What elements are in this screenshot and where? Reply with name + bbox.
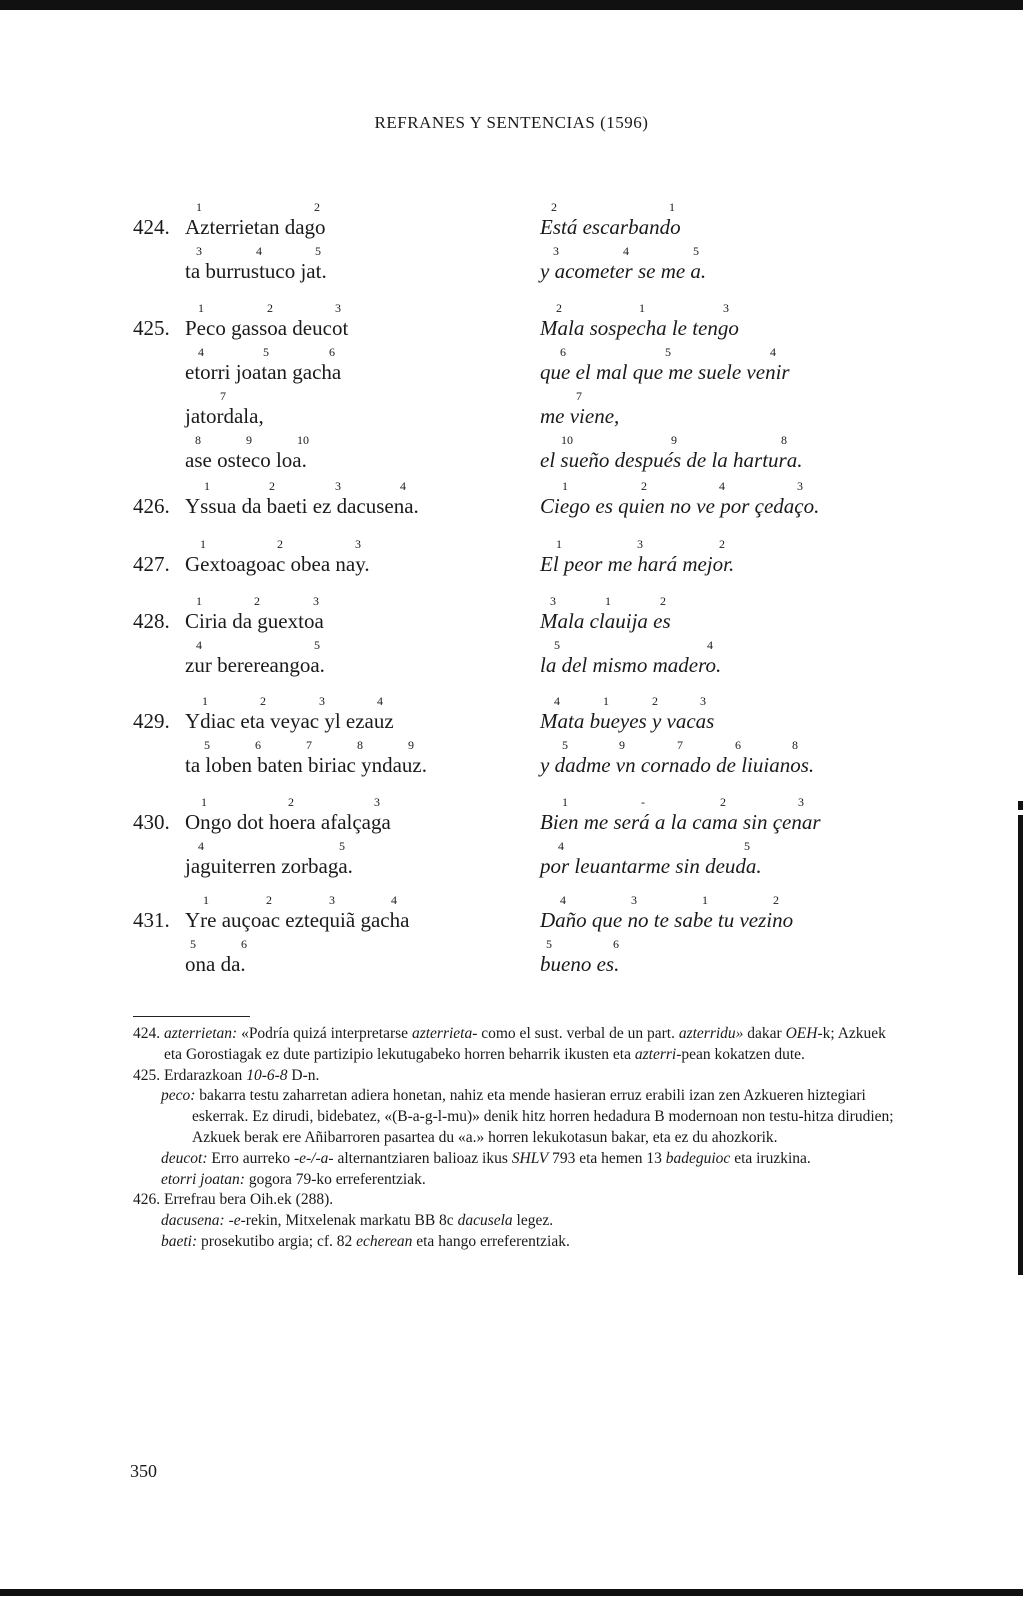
spanish-text: y acometer se me a.	[540, 259, 707, 283]
word-order-index: 4	[770, 345, 776, 359]
word-order-index: 7	[576, 389, 582, 403]
entry-number: 427.	[133, 552, 170, 576]
spanish-line	[540, 839, 762, 879]
word-order-index: 6	[241, 937, 247, 951]
basque-text: ta loben baten biriac yndauz.	[185, 753, 427, 777]
word-order-index: 10	[561, 433, 573, 447]
word-order-index: 1	[702, 893, 708, 907]
word-order-index: 2	[260, 694, 266, 708]
word-order-index: 2	[269, 479, 275, 493]
word-order-index: 4	[558, 839, 564, 853]
word-order-index: -	[641, 795, 645, 809]
word-order-index: 3	[319, 694, 325, 708]
footnote-425: 425. Erdarazkoan 10-6-8 D-n.	[133, 1066, 320, 1084]
word-order-index: 10	[297, 433, 309, 447]
footnote-baeti: baeti: prosekutibo argia; cf. 82 echerean eta hango erreferentziak.	[161, 1232, 570, 1250]
word-order-index: 3	[631, 893, 637, 907]
word-order-index: 5	[339, 839, 345, 853]
basque-line	[185, 839, 353, 879]
word-order-index: 4	[391, 893, 397, 907]
word-order-index: 1	[605, 594, 611, 608]
word-order-index: 7	[220, 389, 226, 403]
word-order-index: 7	[306, 738, 312, 752]
spanish-line	[540, 795, 821, 835]
word-order-index: 2	[641, 479, 647, 493]
entry-number: 430.	[133, 810, 170, 834]
word-order-index: 3	[637, 537, 643, 551]
basque-text: zur berereangoa.	[185, 653, 325, 677]
basque-text: Ydiac eta veyac yl ezauz	[185, 709, 394, 733]
word-order-index: 2	[652, 694, 658, 708]
word-order-index: 4	[198, 839, 204, 853]
spanish-text: y dadme vn cornado de liuianos.	[540, 753, 815, 777]
word-order-index: 5	[314, 638, 320, 652]
word-order-index: 1	[196, 594, 202, 608]
word-order-index: 6	[255, 738, 261, 752]
basque-line	[185, 893, 410, 933]
word-order-index: 8	[195, 433, 201, 447]
word-order-index: 2	[719, 537, 725, 551]
word-order-index: 3	[196, 244, 202, 258]
spanish-text: que el mal que me suele venir	[540, 360, 790, 384]
footnote-deucot: deucot: Erro aurreko -e-/-a- alternantziaren balioaz ikus SHLV 793 eta hemen 13 badeguioc eta iruzkina.	[161, 1149, 811, 1167]
spanish-text: Bien me será a la cama sin çenar	[540, 810, 821, 834]
word-order-index: 2	[551, 200, 557, 214]
word-order-index: 5	[190, 937, 196, 951]
word-order-index: 4	[560, 893, 566, 907]
word-order-index: 9	[246, 433, 252, 447]
word-order-index: 1	[562, 795, 568, 809]
footnote-424: 424. azterrietan: «Podría quizá interpretarse azterrieta- como el sust. verbal de un part. azterridu» dakar OEH-k; Azkuek eta Gorostiagak ez dute partizipio lekutugabeko horren beharrik ikusten eta azterri-pean kokatzen dute.	[133, 1025, 886, 1063]
spanish-text: Mala clauija es	[540, 609, 671, 633]
scan-edge-bar	[1018, 815, 1023, 1275]
basque-text: etorri joatan gacha	[185, 360, 342, 384]
footnotes	[133, 1024, 903, 1253]
word-order-index: 1	[202, 694, 208, 708]
spanish-line	[540, 537, 735, 577]
basque-text: jatordala,	[185, 404, 264, 428]
word-order-index: 2	[288, 795, 294, 809]
basque-line	[185, 795, 391, 835]
word-order-index: 1	[200, 537, 206, 551]
word-order-index: 9	[619, 738, 625, 752]
basque-text: Yre auçoac eztequiã gacha	[185, 908, 410, 932]
word-order-index: 8	[792, 738, 798, 752]
word-order-index: 2	[720, 795, 726, 809]
basque-line	[185, 301, 349, 341]
word-order-index: 3	[550, 594, 556, 608]
word-order-index: 1	[203, 893, 209, 907]
word-order-index: 6	[735, 738, 741, 752]
word-order-index: 3	[723, 301, 729, 315]
word-order-index: 3	[798, 795, 804, 809]
spanish-line	[540, 345, 790, 385]
spanish-text: el sueño después de la hartura.	[540, 448, 803, 472]
spanish-line	[540, 738, 815, 778]
spanish-line	[540, 244, 707, 284]
word-order-index: 3	[335, 301, 341, 315]
word-order-index: 2	[254, 594, 260, 608]
entry-number: 425.	[133, 316, 170, 340]
page-number: 350	[130, 1461, 157, 1481]
word-order-index: 1	[204, 479, 210, 493]
spanish-line	[540, 594, 671, 634]
footnote-separator	[133, 1016, 250, 1017]
word-order-index: 9	[408, 738, 414, 752]
word-order-index: 4	[623, 244, 629, 258]
basque-line	[185, 937, 247, 977]
basque-line	[185, 594, 324, 634]
spanish-line	[540, 694, 715, 734]
word-order-index: 1	[556, 537, 562, 551]
word-order-index: 4	[400, 479, 406, 493]
top-border-thin	[0, 8, 1023, 10]
basque-text: Yssua da baeti ez dacusena.	[185, 494, 419, 518]
word-order-index: 3	[374, 795, 380, 809]
spanish-text: Mala sospecha le tengo	[540, 316, 739, 340]
word-order-index: 2	[773, 893, 779, 907]
word-order-index: 1	[201, 795, 207, 809]
word-order-index: 1	[196, 200, 202, 214]
word-order-index: 3	[797, 479, 803, 493]
basque-line	[185, 345, 342, 385]
basque-line	[185, 200, 326, 240]
basque-text: Ongo dot hoera afalçaga	[185, 810, 391, 834]
word-order-index: 6	[613, 937, 619, 951]
entry-number: 428.	[133, 609, 170, 633]
word-order-index: 8	[357, 738, 363, 752]
word-order-index: 2	[660, 594, 666, 608]
entry-number: 424.	[133, 215, 170, 239]
word-order-index: 5	[546, 937, 552, 951]
word-order-index: 2	[314, 200, 320, 214]
scan-edge-mark	[1018, 801, 1023, 810]
word-order-index: 9	[671, 433, 677, 447]
word-order-index: 5	[554, 638, 560, 652]
spanish-text: me viene,	[540, 404, 620, 428]
running-head: REFRANES Y SENTENCIAS (1596)	[374, 113, 649, 132]
word-order-index: 2	[266, 893, 272, 907]
spanish-text: Ciego es quien no ve por çedaço.	[540, 494, 820, 518]
word-order-index: 1	[669, 200, 675, 214]
basque-line	[185, 638, 325, 678]
basque-line	[185, 694, 394, 734]
basque-text: Gextoagoac obea nay.	[185, 552, 370, 576]
word-order-index: 2	[267, 301, 273, 315]
basque-text: Azterrietan dago	[185, 215, 326, 239]
basque-text: Ciria da guextoa	[185, 609, 324, 633]
spanish-text: por leuantarme sin deuda.	[540, 854, 762, 878]
word-order-index: 4	[719, 479, 725, 493]
word-order-index: 4	[198, 345, 204, 359]
spanish-line	[540, 937, 620, 977]
word-order-index: 5	[693, 244, 699, 258]
spanish-line	[540, 479, 820, 519]
entry-number: 429.	[133, 709, 170, 733]
word-order-index: 4	[377, 694, 383, 708]
word-order-index: 5	[204, 738, 210, 752]
footnote-dacusena: dacusena: -e-rekin, Mitxelenak markatu BB 8c dacusela legez.	[161, 1212, 554, 1230]
footnote-etorri: etorri joatan: gogora 79-ko erreferentziak.	[161, 1170, 426, 1188]
spanish-text: Mata bueyes y vacas	[540, 709, 715, 733]
word-order-index: 3	[335, 479, 341, 493]
word-order-index: 7	[677, 738, 683, 752]
basque-text: ta burrustuco jat.	[185, 259, 327, 283]
word-order-index: 6	[560, 345, 566, 359]
spanish-line	[540, 389, 620, 429]
spanish-line	[540, 638, 722, 678]
basque-line	[185, 389, 264, 429]
word-order-index: 2	[556, 301, 562, 315]
spanish-line	[540, 301, 739, 341]
spanish-text: El peor me hará mejor.	[540, 552, 735, 576]
word-order-index: 5	[665, 345, 671, 359]
basque-text: Peco gassoa deucot	[185, 316, 349, 340]
word-order-index: 5	[263, 345, 269, 359]
bottom-border	[0, 1589, 1023, 1596]
word-order-index: 4	[256, 244, 262, 258]
top-border	[0, 0, 1023, 8]
basque-text: ona da.	[185, 952, 246, 976]
spanish-text: bueno es.	[540, 952, 620, 976]
entry-number: 431.	[133, 908, 170, 932]
spanish-line	[540, 893, 794, 933]
word-order-index: 3	[700, 694, 706, 708]
footnote-peco: peco: bakarra testu zaharretan adiera honetan, nahiz eta mende hasieran erruz erabili izan zen Azkueren hiztegiari eskerrak. Ez dirudi, bidebatez, «(B-a-g-l-mu)» denik hitz horren hedadura B modernoan non testu-hitza dirudien; Azkuek berak ere Añibarroren pasartea du «a.» horren lekukotasun bakar, eta ez du ahozkorik.	[161, 1087, 894, 1146]
word-order-index: 3	[313, 594, 319, 608]
word-order-index: 1	[198, 301, 204, 315]
word-order-index: 1	[603, 694, 609, 708]
word-order-index: 4	[554, 694, 560, 708]
basque-text: ase osteco loa.	[185, 448, 307, 472]
basque-line	[185, 738, 427, 778]
word-order-index: 3	[355, 537, 361, 551]
word-order-index: 5	[315, 244, 321, 258]
basque-line	[185, 433, 309, 473]
word-order-index: 8	[781, 433, 787, 447]
spanish-text: Está escarbando	[540, 215, 681, 239]
word-order-index: 4	[196, 638, 202, 652]
word-order-index: 5	[744, 839, 750, 853]
basque-line	[185, 479, 419, 519]
footnote-426: 426. Errefrau bera Oih.ek (288).	[133, 1191, 334, 1209]
spanish-line	[540, 200, 681, 240]
word-order-index: 1	[639, 301, 645, 315]
entry-number: 426.	[133, 494, 170, 518]
spanish-text: la del mismo madero.	[540, 653, 722, 677]
word-order-index: 2	[277, 537, 283, 551]
word-order-index: 3	[553, 244, 559, 258]
basque-text: jaguiterren zorbaga.	[185, 854, 353, 878]
word-order-index: 6	[329, 345, 335, 359]
spanish-line	[540, 433, 803, 473]
word-order-index: 4	[707, 638, 713, 652]
spanish-text: Daño que no te sabe tu vezino	[540, 908, 794, 932]
word-order-index: 1	[562, 479, 568, 493]
basque-line	[185, 244, 327, 284]
basque-line	[185, 537, 370, 577]
word-order-index: 3	[329, 893, 335, 907]
word-order-index: 5	[562, 738, 568, 752]
